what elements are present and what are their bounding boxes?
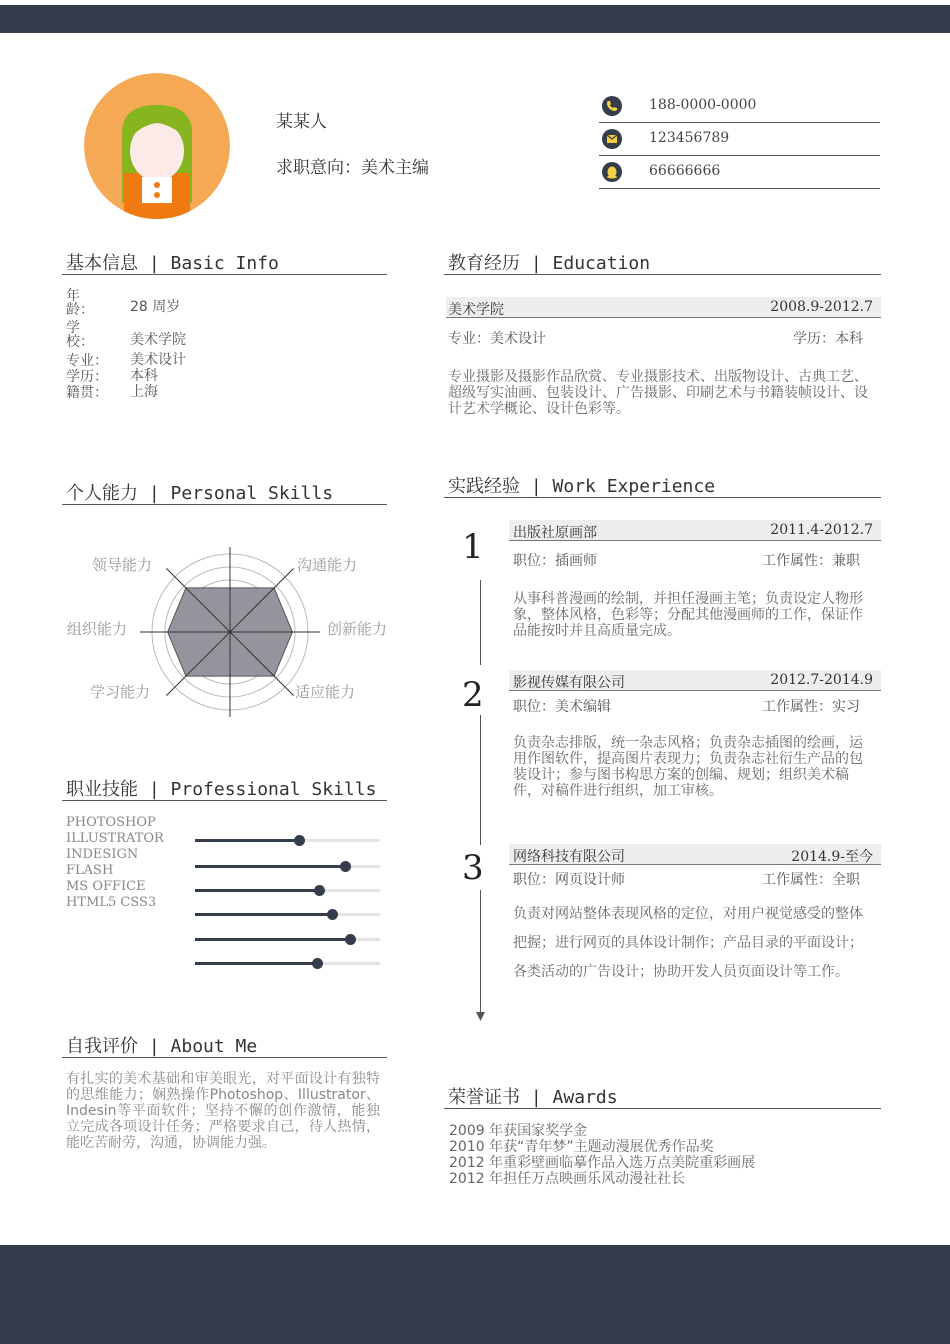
timeline-line [480,715,481,845]
work-number: 1 [462,527,484,567]
contact-mail [599,123,880,156]
work-row [509,844,881,865]
radar-label-adaptability: 适应能力 [295,683,356,701]
skill-name: PHOTOSHOP [66,815,156,830]
value-age: 28 周岁 [130,299,181,315]
about-text: 有扎实的美术基础和审美眼光，对平面设计有独特的思维能力；娴熟操作Photoshop、Illustrator、Indesin等平面软件；坚持不懈的创作激情，能独立完成各项设计任务；严格要求自己，待人热情，能吃苦耐劳，沟通，协调能力强。 [66,1071,380,1151]
skill-bar-fill [195,839,299,842]
phone-icon [602,96,622,116]
skill-bar-fill [195,938,350,941]
qq-number: 66666666 [649,163,721,179]
education-degree: 学历：本科 [793,331,863,347]
skill-bar-track [195,889,380,892]
work-period: 2011.4-2012.7 [770,522,873,538]
award-item: 2010 年获“青年梦”主题动漫展优秀作品奖 [449,1139,714,1155]
timeline-line [480,580,481,665]
skill-bar-fill [195,889,319,892]
work-position: 职位：美术编辑 [513,699,611,715]
skill-bar-knob [312,958,323,969]
skills-radar-chart [60,540,400,720]
skill-name: MS OFFICE [66,879,146,894]
skill-bar-fill [195,913,332,916]
radar-label-leadership: 领导能力 [92,556,153,574]
awards-list [449,1123,755,1187]
work-row [509,670,881,691]
awards-heading: 荣誉证书 | Awards [448,1087,618,1108]
divider [62,504,387,505]
top-banner [0,5,950,33]
label-age: 年龄： [66,288,94,318]
work-position: 职位：插画师 [513,553,597,569]
radar-label-learning: 学习能力 [90,683,151,701]
skill-bar-fill [195,865,345,868]
label-school: 学校： [66,320,94,350]
award-item: 2012 年担任万点映画乐风动漫社社长 [449,1171,686,1187]
about-heading: 自我评价 | About Me [66,1036,258,1057]
radar-label-communication: 沟通能力 [297,556,358,574]
divider [62,274,387,275]
radar-axes [140,547,320,717]
work-description: 负责对网站整体表现风格的定位，对用户视觉感受的整体把握；进行网页的具体设计制作；产品目录的平面设计；各类活动的广告设计；协助开发人员页面设计等工作。 [513,906,863,980]
job-objective: 求职意向：美术主编 [276,158,429,178]
radar-label-organization: 组织能力 [67,620,128,638]
award-item: 2012 年重彩壁画临摹作品入选万点美院重彩画展 [449,1155,756,1171]
basic-info-heading: 基本信息 | Basic Info [66,253,279,274]
work-position: 职位：网页设计师 [513,872,625,888]
work-type: 工作属性：实习 [762,699,860,715]
avatar [84,73,230,219]
education-heading: 教育经历 | Education [448,253,651,274]
education-row [446,297,881,318]
skill-bar-track [195,865,380,868]
person-name: 某某人 [276,112,327,132]
skill-name: HTML5 CSS3 [66,895,157,910]
skill-bar-track [195,938,380,941]
divider [444,497,881,498]
personal-skills-heading: 个人能力 | Personal Skills [66,483,334,504]
work-row [509,520,881,541]
award-item: 2009 年获国家奖学金 [449,1123,588,1139]
skill-bar-knob [340,861,351,872]
school-name: 美术学院 [448,302,504,318]
work-description: 从事科普漫画的绘制，并担任漫画主笔；负责设定人物形象，整体风格，色彩等；分配其他漫画师的工作，保证作品能按时并且高质量完成。 [513,591,863,639]
work-period: 2014.9-至今 [791,849,873,865]
divider [62,1057,387,1058]
timeline-arrow-icon [476,1012,485,1022]
divider [62,800,387,801]
professional-skills-heading: 职业技能 | Professional Skills [66,779,377,800]
skill-name: FLASH [66,863,114,878]
work-company: 影视传媒有限公司 [513,675,625,691]
skill-name: INDESIGN [66,847,139,862]
phone-number: 188-0000-0000 [649,97,757,113]
work-company: 网络科技有限公司 [513,849,625,865]
radar-label-innovation: 创新能力 [327,620,388,638]
work-description: 负责杂志排版，统一杂志风格；负责杂志插图的绘画，运用作图软件，提高图片表现力；负责杂志社衍生产品的包装设计；参与图书构思方案的创编、规划；组织美术稿件，对稿件进行组织，加工审核。 [513,735,863,799]
education-description: 专业摄影及摄影作品欣赏、专业摄影技术、出版物设计、古典工艺、超级写实油画、包装设计、广告摄影、印刷艺术与书籍装帧设计、设计艺术学概论、设计色彩等。 [448,369,868,417]
skill-name: ILLUSTRATOR [66,831,164,846]
mail-icon [602,129,622,149]
label-degree: 学历： [66,369,108,385]
value-hometown: 上海 [130,384,158,400]
skill-bar-track [195,839,380,842]
bottom-banner [0,1245,950,1344]
divider [444,274,881,275]
mail-number: 123456789 [649,130,730,146]
skill-name-list [66,815,164,911]
skill-bar-track [195,913,380,916]
contact-phone [599,90,880,123]
work-heading: 实践经验 | Work Experience [448,476,716,497]
work-number: 2 [462,675,484,715]
skill-bar-fill [195,962,317,965]
work-type: 工作属性：兼职 [762,553,860,569]
timeline-line [480,890,481,1015]
value-degree: 本科 [130,368,158,384]
contact-qq [599,156,880,189]
education-period: 2008.9-2012.7 [770,299,873,315]
work-type: 工作属性：全职 [762,872,860,888]
work-period: 2012.7-2014.9 [770,672,873,688]
skill-bar-track [195,962,380,965]
skill-bar-knob [314,885,325,896]
work-company: 出版社原画部 [513,525,597,541]
qq-icon [602,162,622,182]
education-major: 专业：美术设计 [448,331,546,347]
work-number: 3 [462,848,484,888]
divider [444,1108,881,1109]
value-school: 美术学院 [130,332,186,348]
label-major: 专业： [66,353,108,369]
skill-bar-knob [345,934,356,945]
value-major: 美术设计 [130,352,186,368]
skill-bar-knob [327,909,338,920]
skill-bar-knob [294,835,305,846]
label-hometown: 籍贯： [66,385,108,401]
